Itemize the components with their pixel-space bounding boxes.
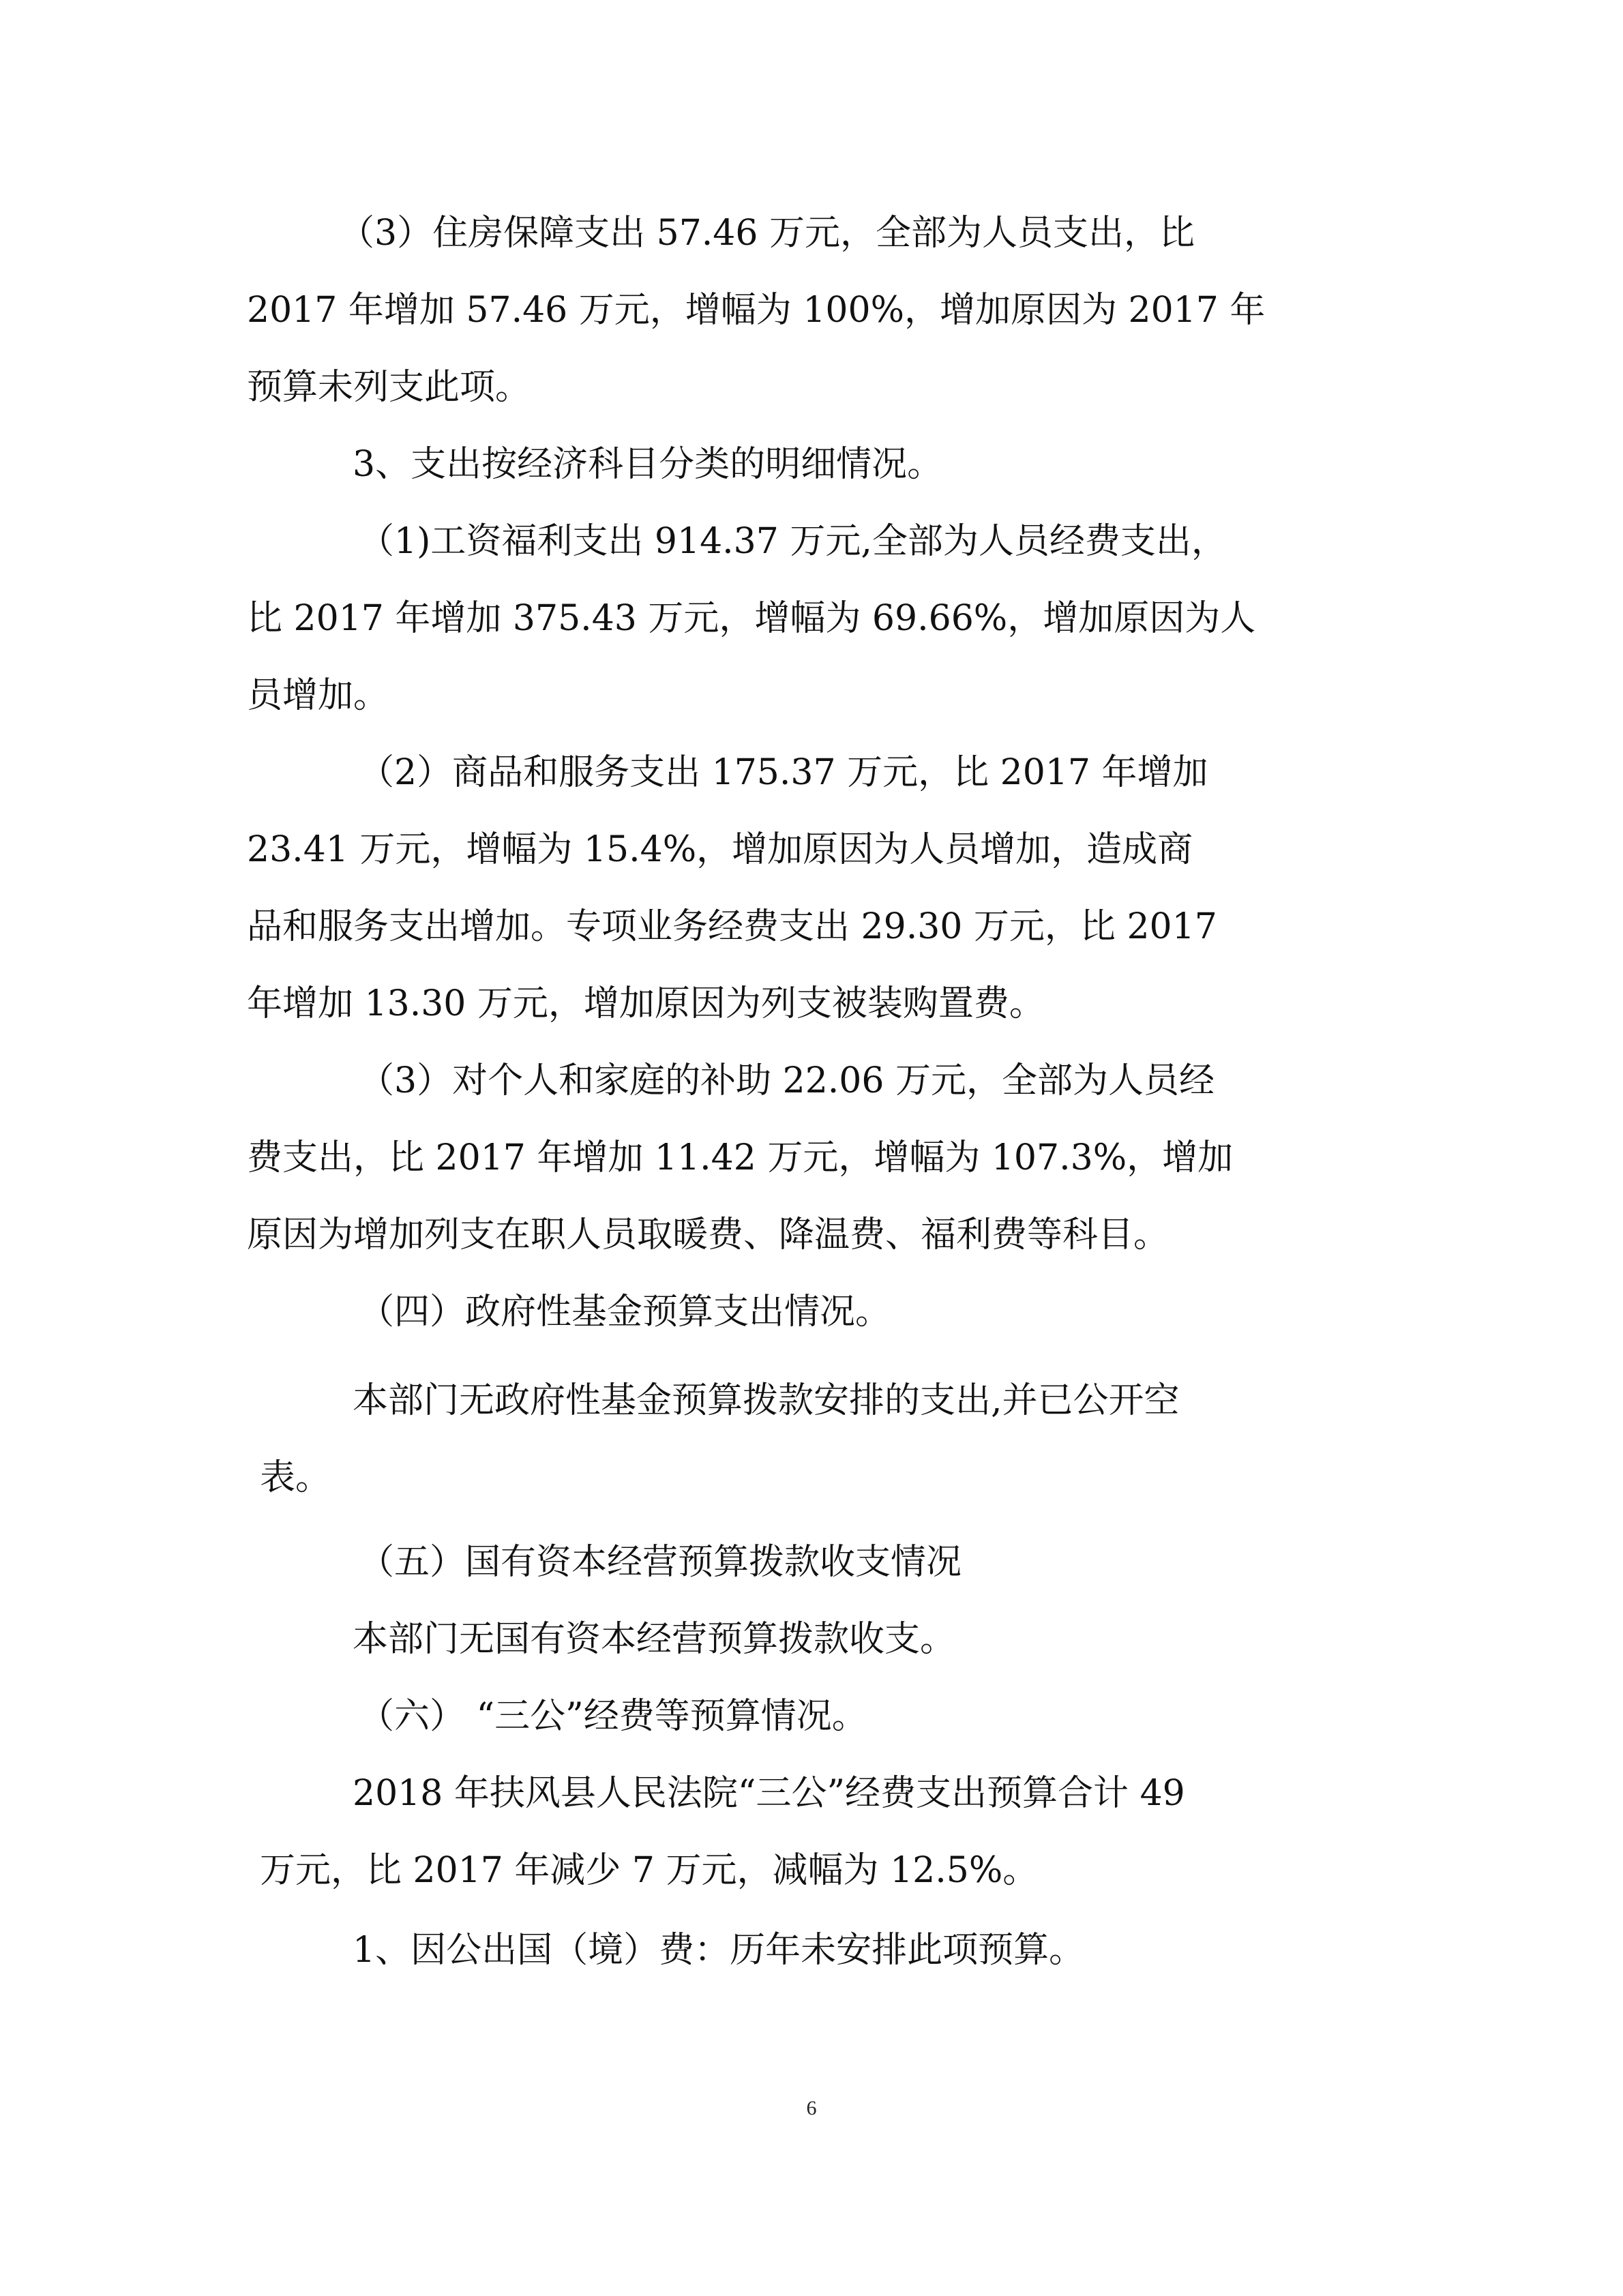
text-line: 表。 <box>260 1457 331 1498</box>
text-line: （3）住房保障支出 57.46 万元，全部为人员支出，比 <box>339 213 1195 254</box>
section-heading: （五）国有资本经营预算拨款收支情况 <box>359 1542 962 1583</box>
text-line: 费支出，比 2017 年增加 11.42 万元，增幅为 107.3%，增加 <box>247 1137 1234 1178</box>
text-line: （3）对个人和家庭的补助 22.06 万元，全部为人员经 <box>359 1060 1215 1101</box>
text-line: 员增加。 <box>247 675 389 716</box>
text-line: （2）商品和服务支出 175.37 万元，比 2017 年增加 <box>359 752 1208 793</box>
text-line: 23.41 万元，增幅为 15.4%，增加原因为人员增加，造成商 <box>247 829 1193 870</box>
text-line: 万元，比 2017 年减少 7 万元，减幅为 12.5%。 <box>260 1850 1039 1891</box>
section-heading: （四）政府性基金预算支出情况。 <box>359 1292 891 1332</box>
text-line: （1)工资福利支出 914.37 万元,全部为人员经费支出， <box>359 521 1227 562</box>
text-line: 品和服务支出增加。专项业务经费支出 29.30 万元，比 2017 <box>247 906 1217 947</box>
section-heading: （六） “三公”经费等预算情况。 <box>359 1696 867 1737</box>
text-line: 预算未列支此项。 <box>247 367 531 408</box>
text-line: 2018 年扶风县人民法院“三公”经费支出预算合计 49 <box>353 1773 1185 1814</box>
page-number: 6 <box>806 2097 817 2119</box>
text-line: 原因为增加列支在职人员取暖费、降温费、福利费等科目。 <box>247 1214 1170 1255</box>
text-line: 3、支出按经济科目分类的明细情况。 <box>353 444 943 485</box>
text-line: 本部门无国有资本经营预算拨款收支。 <box>353 1619 956 1660</box>
text-line: 2017 年增加 57.46 万元，增幅为 100%，增加原因为 2017 年 <box>247 290 1266 331</box>
text-line: 比 2017 年增加 375.43 万元，增幅为 69.66%，增加原因为人 <box>247 598 1256 639</box>
text-line: 1、因公出国（境）费：历年未安排此项预算。 <box>353 1930 1085 1971</box>
text-line: 本部门无政府性基金预算拨款安排的支出,并已公开空 <box>353 1380 1180 1421</box>
text-line: 年增加 13.30 万元，增加原因为列支被装购置费。 <box>247 983 1045 1024</box>
